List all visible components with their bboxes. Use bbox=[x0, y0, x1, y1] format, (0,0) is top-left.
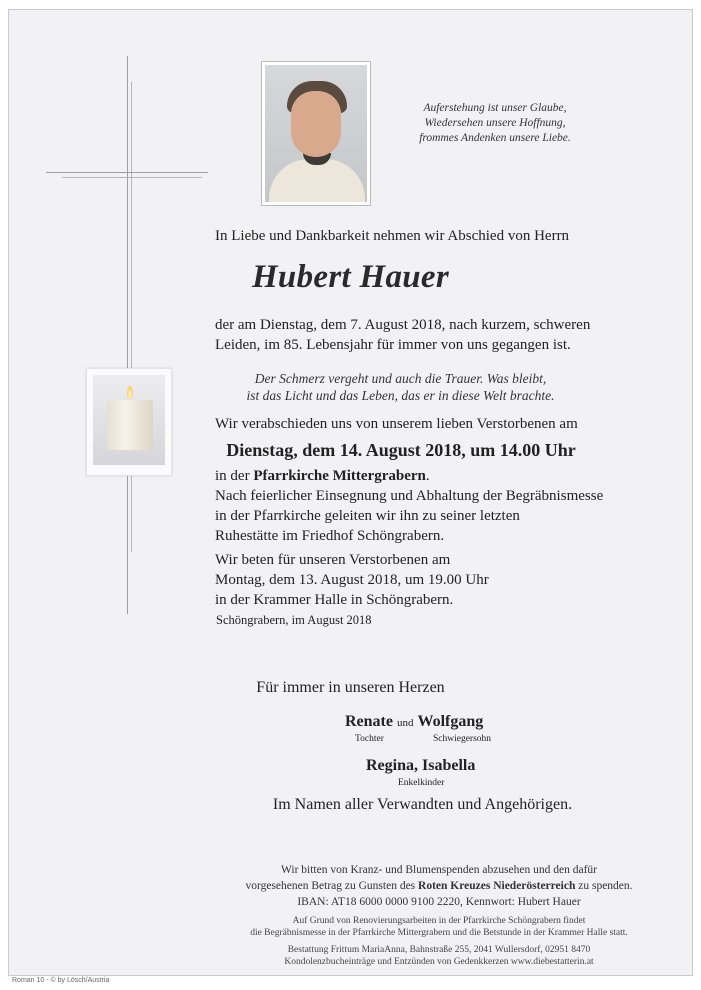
quote-mid-line: ist das Licht und das Leben, das er in diese Welt brachte. bbox=[246, 388, 555, 403]
quote-top-line: Auferstehung ist unser Glaube, bbox=[423, 102, 567, 114]
quote-top-line: Wiedersehen unsere Hoffnung, bbox=[424, 117, 566, 129]
quote-top bbox=[390, 101, 600, 146]
portrait-photo bbox=[261, 61, 371, 206]
grandchildren-role: Enkelkinder bbox=[398, 778, 445, 788]
passing-line: Leiden, im 85. Lebensjahr für immer von uns gegangen ist. bbox=[215, 337, 571, 353]
grandchildren-names: Regina, Isabella bbox=[366, 757, 476, 774]
family-name-1: Renate bbox=[345, 713, 393, 730]
passing-line: der am Dienstag, dem 7. August 2018, nach kurzem, schweren bbox=[215, 317, 591, 333]
donation-beneficiary: Roten Kreuzes Niederösterreich bbox=[418, 880, 576, 892]
cross-horizontal-line-inner bbox=[62, 177, 202, 178]
family-role-1: Tochter bbox=[355, 734, 384, 744]
quote-mid bbox=[215, 370, 586, 404]
undertaker-info: Kondolenzbucheinträge und Entzünden von Gedenkkerzen www.diebestatterin.at bbox=[284, 957, 594, 967]
church-prefix: in der bbox=[215, 468, 254, 484]
intro-text: In Liebe und Dankbarkeit nehmen wir Abschied von Herrn bbox=[215, 228, 570, 244]
donation-suffix: zu spenden. bbox=[575, 880, 633, 892]
in-our-hearts: Für immer in unseren Herzen bbox=[256, 679, 445, 696]
cross-vertical-line-inner bbox=[131, 82, 132, 552]
donation-iban: IBAN: AT18 6000 0000 9100 2220, Kennwort: Hubert Hauer bbox=[297, 896, 581, 908]
margin-note: Roman 10 - © by Lösch/Austria bbox=[12, 977, 110, 984]
ceremony-line: Ruhestätte im Friedhof Schöngrabern. bbox=[215, 528, 445, 544]
quote-mid-line: Der Schmerz vergeht und auch die Trauer. Was bleibt, bbox=[254, 371, 547, 386]
portrait-sweater bbox=[269, 159, 365, 202]
family-and: und bbox=[396, 717, 414, 729]
portrait-image bbox=[265, 65, 367, 202]
church-line bbox=[215, 466, 430, 486]
candle-flame-icon bbox=[127, 386, 133, 399]
relatives-line: Im Namen aller Verwandten und Angehörigen. bbox=[272, 796, 573, 813]
donation-line bbox=[0, 880, 701, 892]
farewell-intro: Wir verabschieden uns von unserem lieben Verstorbenen am bbox=[215, 416, 578, 432]
donation-line: Wir bitten von Kranz- und Blumenspenden abzusehen und den dafür bbox=[280, 864, 597, 876]
church-suffix: . bbox=[425, 468, 430, 484]
portrait-face bbox=[291, 91, 341, 157]
ceremony-line: Nach feierlicher Einsegnung und Abhaltung der Begräbnismesse bbox=[215, 488, 604, 504]
prayer-line: in der Krammer Halle in Schöngrabern. bbox=[215, 592, 454, 608]
ceremony-line: in der Pfarrkirche geleiten wir ihn zu seiner letzten bbox=[215, 508, 520, 524]
place-date: Schöngrabern, im August 2018 bbox=[216, 613, 372, 627]
funeral-date: Dienstag, dem 14. August 2018, um 14.00 Uhr bbox=[226, 440, 576, 460]
cross-horizontal-line bbox=[46, 172, 208, 173]
cross-vertical-line bbox=[127, 56, 128, 614]
renovation-note: Auf Grund von Renovierungsarbeiten in der Pfarrkirche Schöngrabern findet bbox=[292, 916, 586, 926]
quote-top-line: frommes Andenken unsere Liebe. bbox=[419, 132, 571, 144]
prayer-line: Wir beten für unseren Verstorbenen am bbox=[215, 552, 451, 568]
undertaker-info: Bestattung Frittum MariaAnna, Bahnstraße 255, 2041 Wullersdorf, 02951 8470 bbox=[287, 945, 591, 955]
renovation-note: die Begräbnismesse in der Pfarrkirche Mittergrabern und die Betstunde in der Krammer Halle statt. bbox=[250, 928, 628, 938]
deceased-name: Hubert Hauer bbox=[251, 259, 450, 295]
family-name-2: Wolfgang bbox=[417, 713, 484, 730]
prayer-line: Montag, dem 13. August 2018, um 19.00 Uhr bbox=[215, 572, 489, 588]
family-names bbox=[345, 713, 483, 731]
donation-prefix: vorgesehenen Betrag zu Gunsten des bbox=[245, 880, 419, 892]
church-name: Pfarrkirche Mittergrabern bbox=[253, 468, 426, 484]
family-role-2: Schwiegersohn bbox=[433, 734, 492, 744]
